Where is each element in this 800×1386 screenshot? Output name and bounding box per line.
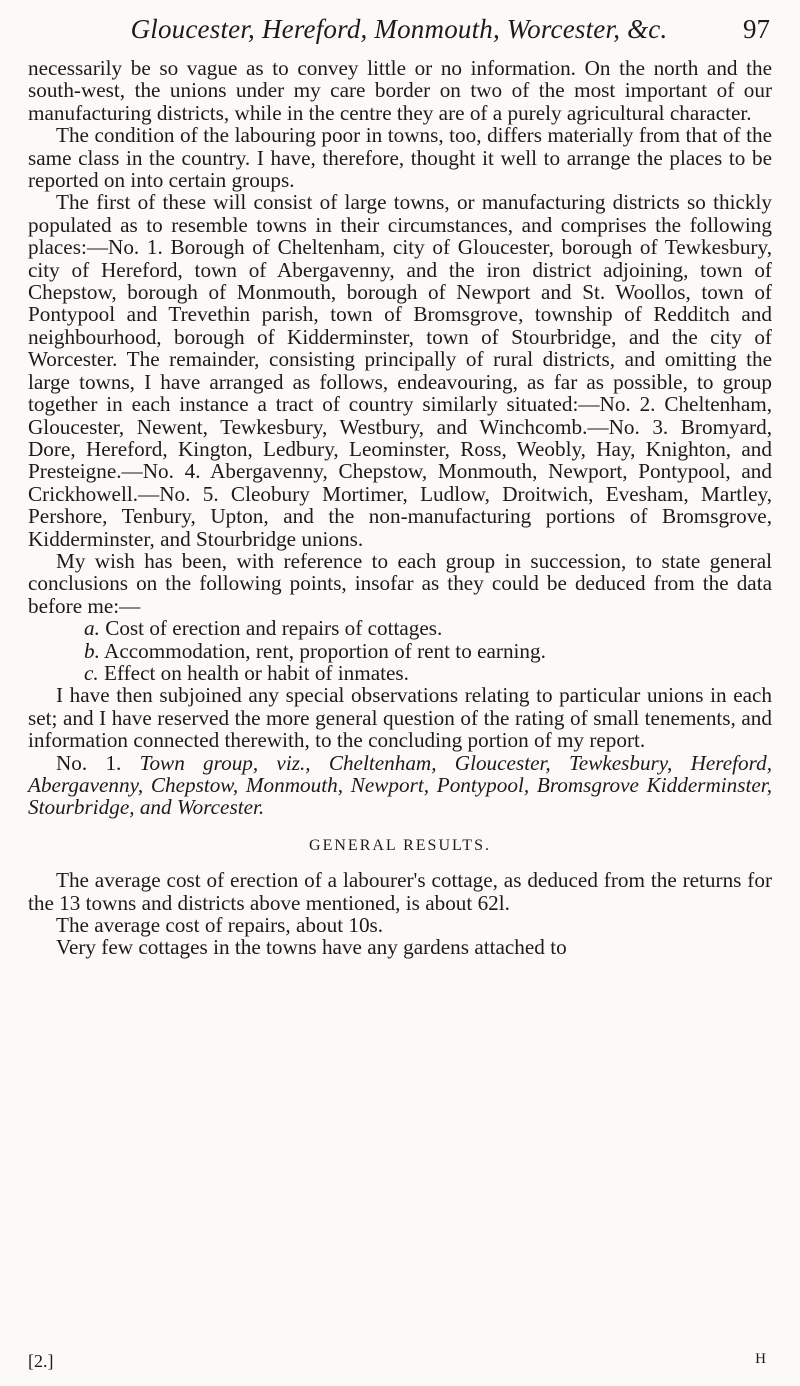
page-header [28,14,770,50]
paragraph: I have then subjoined any special observations relating to particular unions in each set; and I have reserved the more general question of the rating of small tenements, and information connected therewith, to the concluding portion of my report. [28,683,772,753]
paragraph: My wish has been, with reference to each group in succession, to state general conclusions on the following points, insofar as they could be deduced from the data before me:— [28,548,772,618]
page-number: 97 [743,14,770,44]
section-heading: GENERAL RESULTS. [309,836,491,854]
list-letter: a. [84,616,100,641]
paragraph: The condition of the labouring poor in towns, too, differs materially from that of the same class in the country. I have, therefore, thought it well to arrange the places to be reported on into certain groups. [28,123,772,193]
paragraph: necessarily be so vague as to convey little or no information. On the north and the south-west, the unions under my care border on two of the most important of our manufacturing districts, while in the centre they are of a purely agricultural character. [28,56,772,125]
list-text: Effect on health or habit of inmates. [104,660,409,685]
signature-mark: [2.] [28,1351,54,1371]
body-text [28,57,772,959]
paragraph: The first of these will consist of large towns, or manufacturing districts so thickly populated as to resemble towns in their circumstances, and comprises the following places:—No. 1. Borough of Cheltenham, city of Gloucester, borough of Tewkesbury, city of Hereford, town of Abergavenny, and the iron district adjoining, town of Chepstow, borough of Monmouth, borough of Newport and St. Woollos, town of Pontypool and Trevethin parish, town of Bromsgrove, township of Redditch and neighbourhood, borough of Kidderminster, town of Stourbridge, and the city of Worcester. The remainder, consisting principally of rural districts, and omitting the large towns, I have arranged as follows, endeavouring, as far as possible, to group together in each instance a tract of country similarly situated:—No. 2. Cheltenham, Gloucester, Newent, Tewkesbury, Westbury, and Winchcomb.—No. 3. Bromyard, Dore, Hereford, Kington, Ledbury, Leominster, Ross, Weobly, Hay, Knighton, and Presteigne.—No. 4. Abergavenny, Chepstow, Monmouth, Newport, Pontypool, and Crickhowell.—No. 5. Cleobury Mortimer, Ludlow, Droitwich, Evesham, Martley, Pershore, Tenbury, Upton, and the non-manufacturing portions of Bromsgrove, Kidderminster, and Stourbridge unions. [28,190,772,551]
list-text: Cost of erection and repairs of cottages. [105,616,443,641]
page-footer [28,1351,770,1375]
list-letter: b. [84,638,100,663]
signature-letter: H [755,1351,766,1367]
group-label: No. 1. [56,750,122,775]
paragraph: Very few cottages in the towns have any gardens attached to [56,935,567,960]
paragraph: The average cost of repairs, about 10s. [56,913,384,938]
list-item [28,662,772,684]
group-heading [28,752,772,819]
list-letter: c. [84,660,99,685]
list-item [28,617,772,639]
paragraph: The average cost of erection of a labourer's cottage, as deduced from the returns for the 13 towns and districts above mentioned, is about 62l. [28,868,772,915]
running-head: Gloucester, Hereford, Monmouth, Worcester, &c. [130,14,668,44]
list-item [28,640,772,662]
group-towns: Town group, viz., Cheltenham, Gloucester, Tewkesbury, Hereford, Abergavenny, Chepstow, Monmouth, Newport, Pontypool, Bromsgrove Kidderminster, Stourbridge, and Worcester. [28,750,772,820]
list-text: Accommodation, rent, proportion of rent to earning. [104,638,546,663]
